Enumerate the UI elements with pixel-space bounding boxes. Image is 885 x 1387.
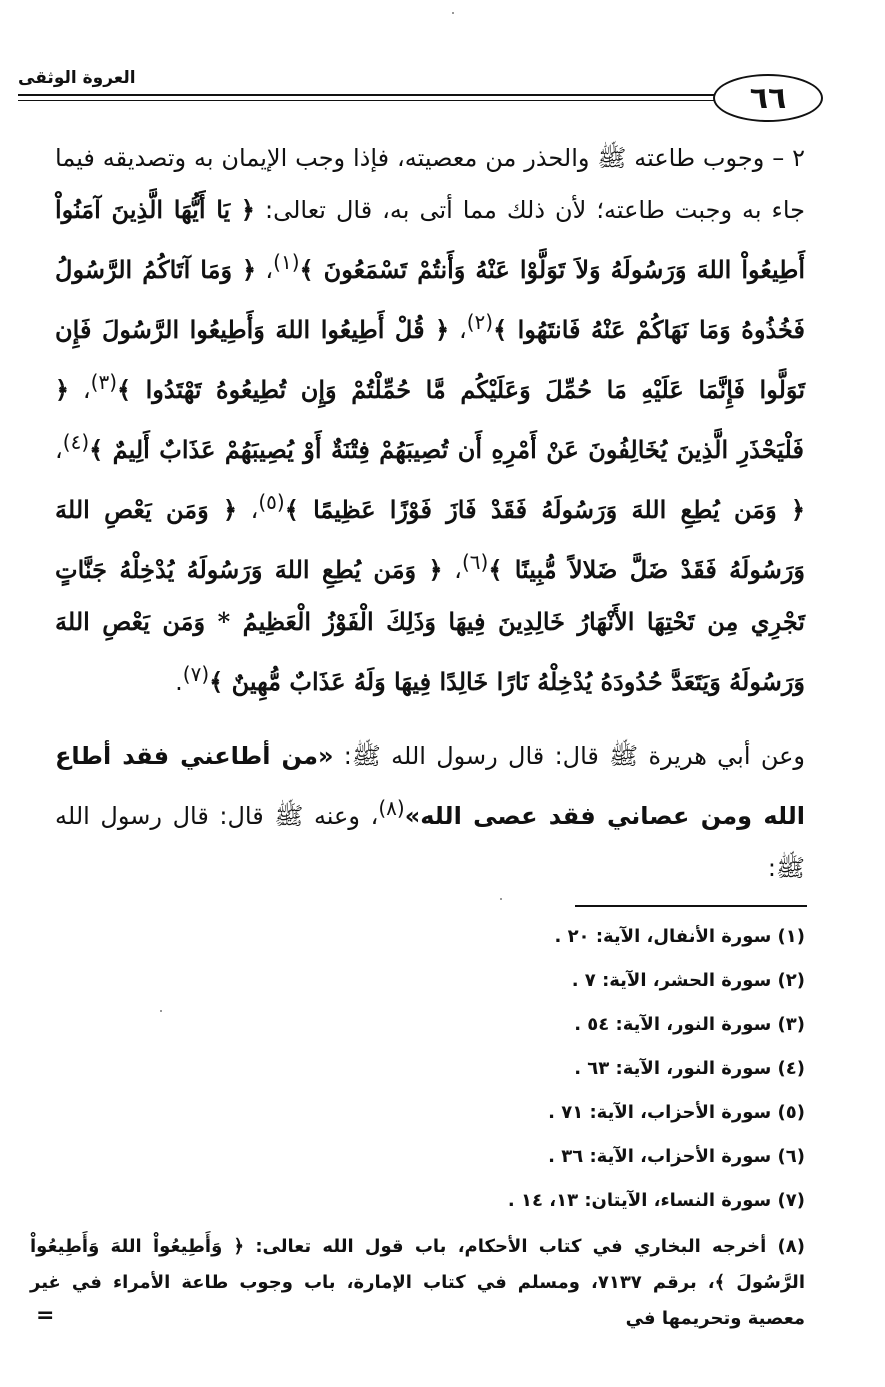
separator: ،: [449, 316, 467, 344]
paragraph-hadith: [55, 730, 805, 894]
header-rule-thin: [18, 100, 718, 101]
footnote-item: (٤) سورة النور، الآية: ٦٣ .: [574, 1058, 805, 1079]
quran-verse: ﴿ وَمَن يُطِعِ اللهَ وَرَسُولَهُ يُدْخِلْهُ جَنَّاتٍ تَجْرِي مِن تَحْتِهَا الأَنْهَارُ خَالِدِينَ فِيهَا وَذَلِكَ الْفَوْزُ الْعَظِيمُ * وَمَن يَعْصِ اللهَ وَرَسُولَهُ وَيَتَعَدَّ حُدُودَهُ يُدْخِلْهُ نَارًا خَالِدًا فِيهَا وَلَهُ عَذَابٌ مُّهِينٌ ﴾: [55, 555, 805, 696]
text-line: ٢ – وجوب طاعته ﷺ والحذر من معصيته، فإذا وجب الإيمان به: [194, 144, 805, 172]
hadith-outro: ، وعنه ﷺ قال: قال رسول الله ﷺ:: [55, 802, 805, 882]
quran-verse: ﴿ وَمَا آتَاكُمُ الرَّسُولُ فَخُذُوهُ وَمَا نَهَاكُمْ عَنْهُ فَانتَهُوا ﴾: [55, 255, 806, 344]
text-line: وتصديقه فيما جاء به وجبت طاعته؛ لأن ذلك مما أتى به، قال تعالى:: [55, 144, 805, 224]
continuation-mark: =: [36, 1303, 55, 1328]
separator: ،: [442, 556, 462, 584]
footnote-ref: (٢): [466, 310, 494, 334]
separator: ،: [256, 256, 274, 284]
separator: ،: [69, 376, 91, 404]
quran-verse: ﴿ وَمَن يُطِعِ اللهَ وَرَسُولَهُ فَقَدْ فَازَ فَوْزًا عَظِيمًا ﴾: [284, 495, 806, 524]
footnote-item: (٨) أخرجه البخاري في كتاب الأحكام، باب قول الله تعالى: ﴿ وَأَطِيعُواْ اللهَ وَأَطِيعُواْ الرَّسُولَ ﴾، برقم ٧١٣٧، ومسلم في كتاب الإمارة، باب وجوب طاعة الأمراء في غير معصية وتحريمها في: [30, 1236, 805, 1329]
footnote-item: (١) سورة الأنفال، الآية: ٢٠ .: [554, 926, 805, 947]
footnote-ref: (٣): [90, 370, 118, 394]
footnote-item: (٥) سورة الأحزاب، الآية: ٧١ .: [548, 1102, 805, 1123]
hadith-intro: وعن أبي هريرة ﷺ قال: قال رسول الله ﷺ:: [333, 742, 806, 770]
footnote-item: (٢) سورة الحشر، الآية: ٧ .: [571, 970, 805, 991]
period: .: [175, 668, 183, 696]
page-header: [18, 66, 813, 128]
paragraph-obedience: [55, 132, 805, 708]
footnote-ref: (١): [273, 250, 300, 274]
footnote-ref: (٤): [62, 430, 90, 454]
paragraph-gap: [55, 708, 805, 730]
footnote-ref: (٥): [258, 490, 285, 514]
footnote-item: (٦) سورة الأحزاب، الآية: ٣٦ .: [548, 1146, 805, 1167]
quran-verse: ﴿ قُلْ أَطِيعُوا اللهَ وَأَطِيعُوا الرَّسُولَ فَإِن تَوَلَّوا فَإِنَّمَا عَلَيْهِ مَا حُمِّلَ وَعَلَيْكُم مَّا حُمِّلْتُمْ وَإِن تُطِيعُوهُ تَهْتَدُوا ﴾: [55, 315, 805, 404]
main-text: [55, 132, 805, 894]
quran-verse: ﴿ وَمَن يَعْصِ اللهَ وَرَسُولَهُ فَقَدْ ضَلَّ ضَلالاً مُّبِينًا ﴾: [55, 495, 806, 584]
separator: ،: [55, 436, 63, 464]
scan-speck: [160, 1010, 162, 1012]
footnotes: [30, 915, 805, 1329]
footnote-item: (٧) سورة النساء، الآيتان: ١٣، ١٤ .: [507, 1190, 805, 1211]
quran-verse: ﴿ فَلْيَحْذَرِ الَّذِينَ يُخَالِفُونَ عَنْ أَمْرِهِ أَن تُصِيبَهُمْ فِتْنَةٌ أَوْ يُصِيبَهُمْ عَذَابٌ أَلِيمٌ ﴾: [55, 375, 804, 464]
footnote-ref: (٨): [378, 796, 405, 820]
footnote-separator: [575, 905, 807, 907]
footnote-ref: (٦): [461, 550, 489, 574]
scan-speck: [500, 898, 502, 900]
footnote-ref: (٧): [182, 662, 210, 686]
quran-verse: ﴿ يَا أَيُّهَا الَّذِينَ آمَنُواْ أَطِيعُواْ اللهَ وَرَسُولَهُ وَلاَ تَوَلَّوْا عَنْهُ وَأَنتُمْ تَسْمَعُونَ ﴾: [55, 195, 805, 284]
header-rule: [18, 94, 718, 96]
hadith-text: «من أطاعني فقد أطاع الله ومن عصاني فقد عصى الله»: [55, 742, 806, 830]
page-number: ٦٦: [713, 74, 823, 122]
footnote-item: (٣) سورة النور، الآية: ٥٤ .: [574, 1014, 805, 1035]
separator: ،: [237, 496, 259, 524]
scan-speck: [452, 12, 454, 14]
running-title: العروة الوثقى: [18, 68, 136, 88]
